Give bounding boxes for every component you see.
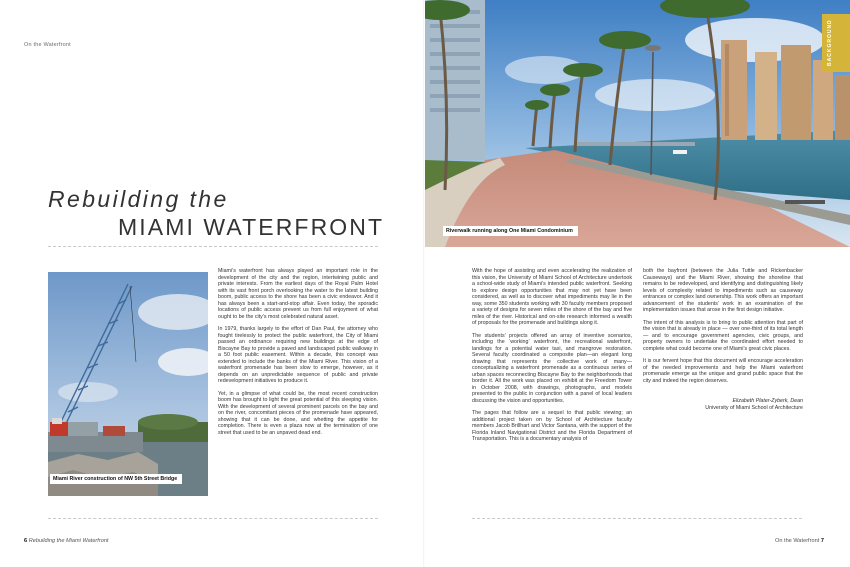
section-tab [822,14,850,72]
title-line-1: Rebuilding the [48,186,229,212]
paragraph: It is our fervent hope that this document will encourage acceleration of the needed improvements and help the Miami waterfront promenade emerge as the unique and grand public space that the city and indeed the region deserves. [643,358,803,384]
left-photo-caption: Miami River construction of NW 5th Street Bridge [50,474,182,484]
signature-title: University of Miami School of Architecture [705,404,803,411]
paragraph: With the hope of assisting and even accelerating the realization of this vision, the University of Miami School of Architecture undertook a school-wide study of Miami’s intended public waterfront. Seeking to explore design opportunities that may not yet have been considered, as well as to discover what impediments may lie in the way, some 350 students working with 30 faculty members proposed a variety of designs for seven miles of the shore of the bay and five miles of the river. Historical and on-site research informed a wealth of proposals for the promenade and buildings along it. [472,268,632,326]
page-number: 7 [820,538,824,544]
folio-title: Rebuilding the Miami Waterfront [28,538,109,544]
right-folio [775,538,824,544]
paragraph: Miami’s waterfront has always played an important role in the development of the city and the region, intertwining public and private interests. From the earliest days of the Royal Palm Hotel with its vast front porch overlooking the water to the latest building boom, public access to the shore has been a civic endeavor. And it has always been a start-and-stop affair. Even today, the sporadic locations of public access prevent us from full enjoyment of what ought to be the city’s most celebrated natural asset. [218,268,378,320]
bottom-rule [48,518,378,519]
right-page [425,0,850,567]
paragraph: The students’ projects offered an array of inventive scenarios, including the ‘working’ waterfront, the recreational waterfront, landings for a potential water taxi, and mangrove restoration. Several faculty coordinated a composite plan—an elegant long drawing that represents the collective work of many—conceptualizing a waterfront promenade as a continuous series of urban spaces reconnecting Biscayne Bay to the neighborhoods that border it. All the work was placed on exhibit at the Freedom Tower in October 2008, with drawings, photographs, and models presented to the public in conjunction with a panel of local leaders discussing the vision and opportunities. [472,332,632,404]
title-rule [48,246,378,247]
left-folio [24,538,109,544]
section-tab-label: BACKGROUND [827,19,833,66]
page-number: 6 [24,538,28,544]
paragraph: Yet, in a glimpse of what could be, the most recent construction boom has brought to light the great potential of this sleeping vision. With the development of several prominent parcels on the bay and on the river, concomitant pieces of the promenade have appeared, showing that it can be done, and whetting the appetite for completion. There is even a plaza now at the termination of one street that used to be an unpaved dead end. [218,390,378,436]
paragraph: both the bayfront (between the Julia Tuttle and Rickenbacker Causeways) and the Miami River, showing the shoreline that remains to be redeveloped, and identifying and distinguishing likely levels of complexity related to impediments such as causeway entrances or complex land ownership. This work offers an important advancement of the students’ work in an examination of the implementation issues that arose in the first design initiative. [643,268,803,313]
riverwalk-photo-illustration [425,0,850,247]
right-text-column-2 [643,268,803,411]
paragraph: The intent of this analysis is to bring to public attention that part of the vision that is already in place — over one-third of its total length — and to encourage government agencies, civic groups, and property owners to undertake the coordinated effort needed to complete what could become one of Miami’s great civic places. [643,319,803,352]
riverwalk-photo [425,0,850,247]
paragraph: In 1979, thanks largely to the effort of Dan Paul, the attorney who fought tirelessly to protect the public waterfront, the City of Miami passed an ordinance requiring new buildings at the edge of Biscayne Bay to provide a paved and landscaped public walkway in a 50 foot public easement. Within a decade, this concept was extended to include the banks of the Miami River. This vision of a waterfront promenade has been slow to emerge, however, as it depends on an unpredictable sequence of public and private redevelopment initiatives to produce it. [218,326,378,384]
right-photo-caption: Riverwalk running along One Miami Condominium [443,226,578,236]
signature-name: Elizabeth Plater-Zyberk, Dean [732,398,803,404]
river-construction-photo [48,272,208,496]
title-line-2: MIAMI WATERFRONT [118,214,385,240]
folio-title: On the Waterfront [775,538,820,544]
signature-block [643,398,803,411]
paragraph: The pages that follow are a sequel to that public viewing; an additional project taken on by School of Architecture faculty members Jacob Brillhart and Victor Santana, with the support of the Florida Inland Navigational District and the Florida Department of Transportation. This is a documentary analysis of [472,410,632,442]
running-head: On the Waterfront [24,42,71,48]
bottom-rule [472,518,802,519]
right-text-column-1 [472,268,632,449]
crane-photo-illustration [48,272,208,496]
left-text-column [218,268,378,442]
